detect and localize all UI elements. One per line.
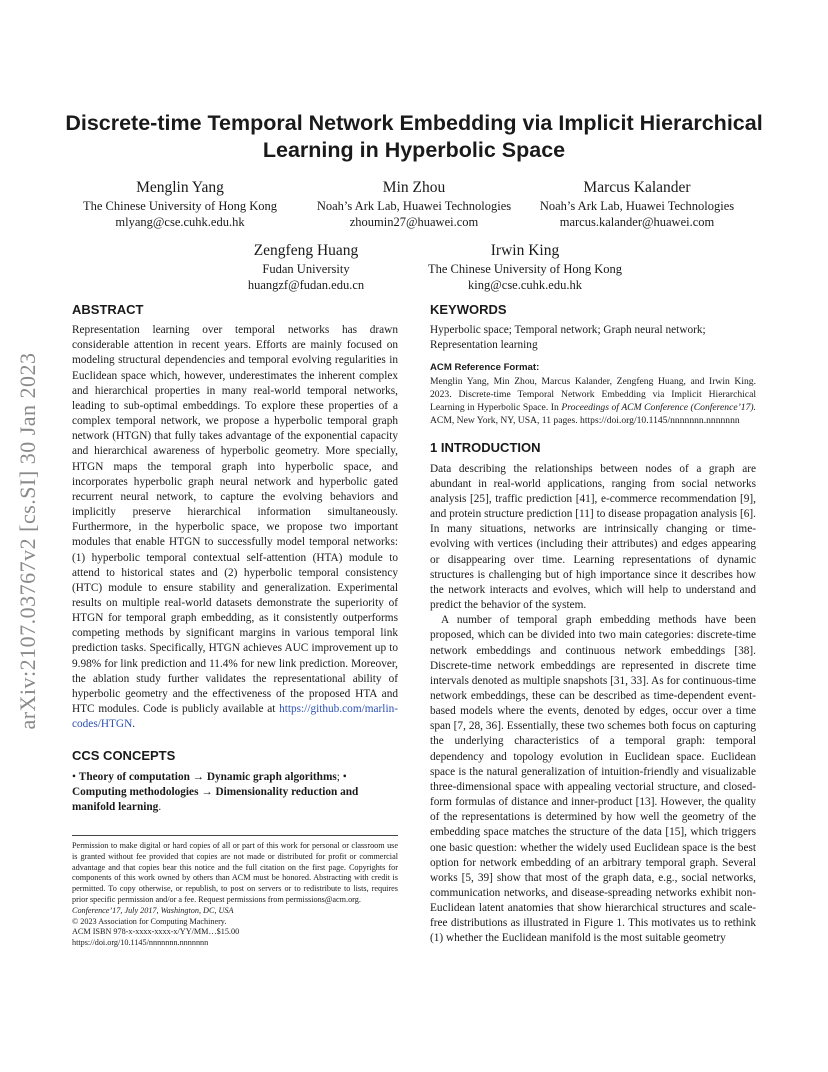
copyright-footnote bbox=[72, 841, 398, 949]
ccs-concepts: • Theory of computation → Dynamic graph algorithms; • Computing methodologies → Dimensionality reduction and manifold learning. bbox=[72, 770, 359, 813]
author-affiliation: The Chinese University of Hong Kong bbox=[82, 199, 278, 213]
author-email: king@cse.cuhk.edu.hk bbox=[468, 278, 582, 292]
author-email: mlyang@cse.cuhk.edu.hk bbox=[115, 215, 245, 229]
code-link[interactable]: https://github.com/marlin-codes/HTGN bbox=[72, 703, 398, 731]
paper-title: Discrete-time Temporal Network Embedding via Implicit Hierarchical Learning in Hyperbolic Space bbox=[65, 111, 763, 162]
author-name: Zengfeng Huang bbox=[253, 242, 359, 259]
conference-line: Conference’17, July 2017, Washington, DC, USA bbox=[72, 905, 234, 915]
author-email: zhoumin27@huawei.com bbox=[349, 215, 479, 229]
author-block bbox=[517, 178, 757, 230]
abstract-text: Representation learning over temporal networks has drawn considerable attention in recent years. Efforts are mainly focused on modeling structural dependencies and temporal evolving regularities in Euclidean space which, however, underestimates the inherent complex and hierarchical properties in many real-world temporal networks, leading to sub-optimal embeddings. To explore these properties of a complex temporal network, we propose a hyperbolic temporal graph network (HTGN) that fully takes advantage of the exponential capacity and hierarchical awareness of hyperbolic geometry. More specially, HTGN maps the temporal graph into hyperbolic space, and incorporates hyperbolic graph neural network and hyperbolic gated recurrent neural network, to capture the evolving behaviors and implicitly preserve hierarchical information simultaneously. Furthermore, in the hyperbolic space, we propose two important modules that enable HTGN to successfully model temporal networks: (1) hyperbolic temporal contextual self-attention (HTA) module to attend to historical states and (2) hyperbolic temporal consistency (HTC) module to ensure stability and generalization. Experimental results on multiple real-world datasets demonstrate the superiority of HTGN for temporal graph embedding, as it consistently outperforms competing methods by significant margins in various temporal link prediction tasks. Specifically, HTGN achieves AUC improvement up to 9.98% for link prediction and 11.4% for new link prediction. Moreover, the ablation study further validates the representational ability of hyperbolic geometry and the effectiveness of the proposed HTA and HTC modules. Code is publicly available at https://github.com/marlin-codes/HTGN. bbox=[72, 324, 398, 731]
author-name: Menglin Yang bbox=[136, 179, 224, 196]
footnote-rule bbox=[72, 835, 398, 836]
author-block bbox=[405, 241, 645, 293]
author-email: huangzf@fudan.edu.cn bbox=[247, 278, 365, 292]
keywords-text: Hyperbolic space; Temporal network; Graph neural network; Representation learning bbox=[430, 324, 706, 352]
keywords-heading: KEYWORDS bbox=[430, 302, 507, 317]
author-block bbox=[294, 178, 534, 230]
author-email: marcus.kalander@huawei.com bbox=[559, 215, 715, 229]
intro-paragraph: A number of temporal graph embedding methods have been proposed, which can be divided into two main categories: discrete-time network embeddings and continuous network embeddings [38]. Discrete-time network embeddings are represented in discrete time intervals denoted as multiple snapshots [31, 33]. As for continuous-time network embeddings, these can be described as time-dependent event-based models where the events, denoted by edges, occur over a time span [7, 28, 36]. Essentially, these two schemes both focus on capturing the underlying characteristics of a temporal graph: temporal dependency and topology evolution in Euclidean space. Euclidean space is the natural generalization of intuition-friendly and visualizable three-dimensional space with appealing vectorial structure, and closed-form formulas of distance and inner-product [13]. However, the quality of the representations is determined by how well the geometry of the embedding space matches the structure of the data [15], which triggers one basic question: whether the widely used Euclidean space is the best option for network embedding of an arbitrary temporal graph. Several works [5, 39] show that most of the graph data, e.g., social networks, communication networks, and disease-spreading networks exhibit non-Euclidean latent anatomies that show hierarchical structures and scale-free distributions as illustrated in Figure 1. This motivates us to rethink (1) whether the Euclidean manifold is the most suitable geometry bbox=[430, 614, 756, 945]
author-name: Marcus Kalander bbox=[583, 179, 691, 196]
acm-ref-heading: ACM Reference Format: bbox=[430, 362, 540, 374]
isbn-line: ACM ISBN 978-x-xxxx-xxxx-x/YY/MM…$15.00 bbox=[72, 927, 240, 937]
arxiv-identifier: arXiv:2107.03767v2 [cs.SI] 30 Jan 2023 bbox=[15, 352, 40, 730]
abstract-heading: ABSTRACT bbox=[72, 302, 144, 317]
author-affiliation: Noah’s Ark Lab, Huawei Technologies bbox=[539, 199, 735, 213]
author-name: Irwin King bbox=[490, 242, 560, 259]
doi-line: https://doi.org/10.1145/nnnnnnn.nnnnnnn bbox=[72, 938, 209, 948]
author-block bbox=[60, 178, 300, 230]
intro-paragraph: Data describing the relationships between nodes of a graph are abundant in real-world applications, ranging from social networks analysis [25], traffic prediction [41], e-commerce recommendation [9], and protein structure prediction [11] to disease propagation analysis [6]. In many situations, networks are intrinsically changing or time-evolving with vertices (including their attributes) and edges appearing or disappearing over time. Learning representations of dynamic structures is challenging but of high importance since it describes how the network interacts and evolves, which will help to understand and predict the behavior of the system. bbox=[430, 462, 756, 612]
left-column bbox=[72, 302, 398, 815]
right-column bbox=[430, 302, 756, 947]
author-block bbox=[186, 241, 426, 293]
copyright-line: © 2023 Association for Computing Machinery. bbox=[72, 916, 227, 926]
introduction-heading: 1 INTRODUCTION bbox=[430, 440, 541, 456]
author-affiliation: Fudan University bbox=[262, 262, 350, 276]
author-affiliation: The Chinese University of Hong Kong bbox=[427, 262, 623, 276]
permission-text: Permission to make digital or hard copies of all or part of this work for personal or classroom use is granted without fee provided that copies are not made or distributed for profit or commercial advantage and that copies bear this notice and the full citation on the first page. Copyrights for components of this work owned by others than ACM must be honored. Abstracting with credit is permitted. To copy otherwise, or republish, to post on servers or to redistribute to lists, requires prior specific permission and/or a fee. Request permissions from permissions@acm.org. bbox=[72, 841, 398, 904]
author-name: Min Zhou bbox=[382, 179, 446, 196]
author-affiliation: Noah’s Ark Lab, Huawei Technologies bbox=[316, 199, 512, 213]
ccs-heading: CCS CONCEPTS bbox=[72, 748, 176, 764]
acm-ref-text: Menglin Yang, Min Zhou, Marcus Kalander, Zengfeng Huang, and Irwin King. 2023. Discrete-time Temporal Network Embedding via Implicit Hierarchical Learning in Hyperbolic Space. In Proceedings of ACM Conference (Conference’17). ACM, New York, NY, USA, 11 pages. https://doi.org/10.1145/nnnnnnn.nnnnnnn bbox=[430, 375, 756, 427]
